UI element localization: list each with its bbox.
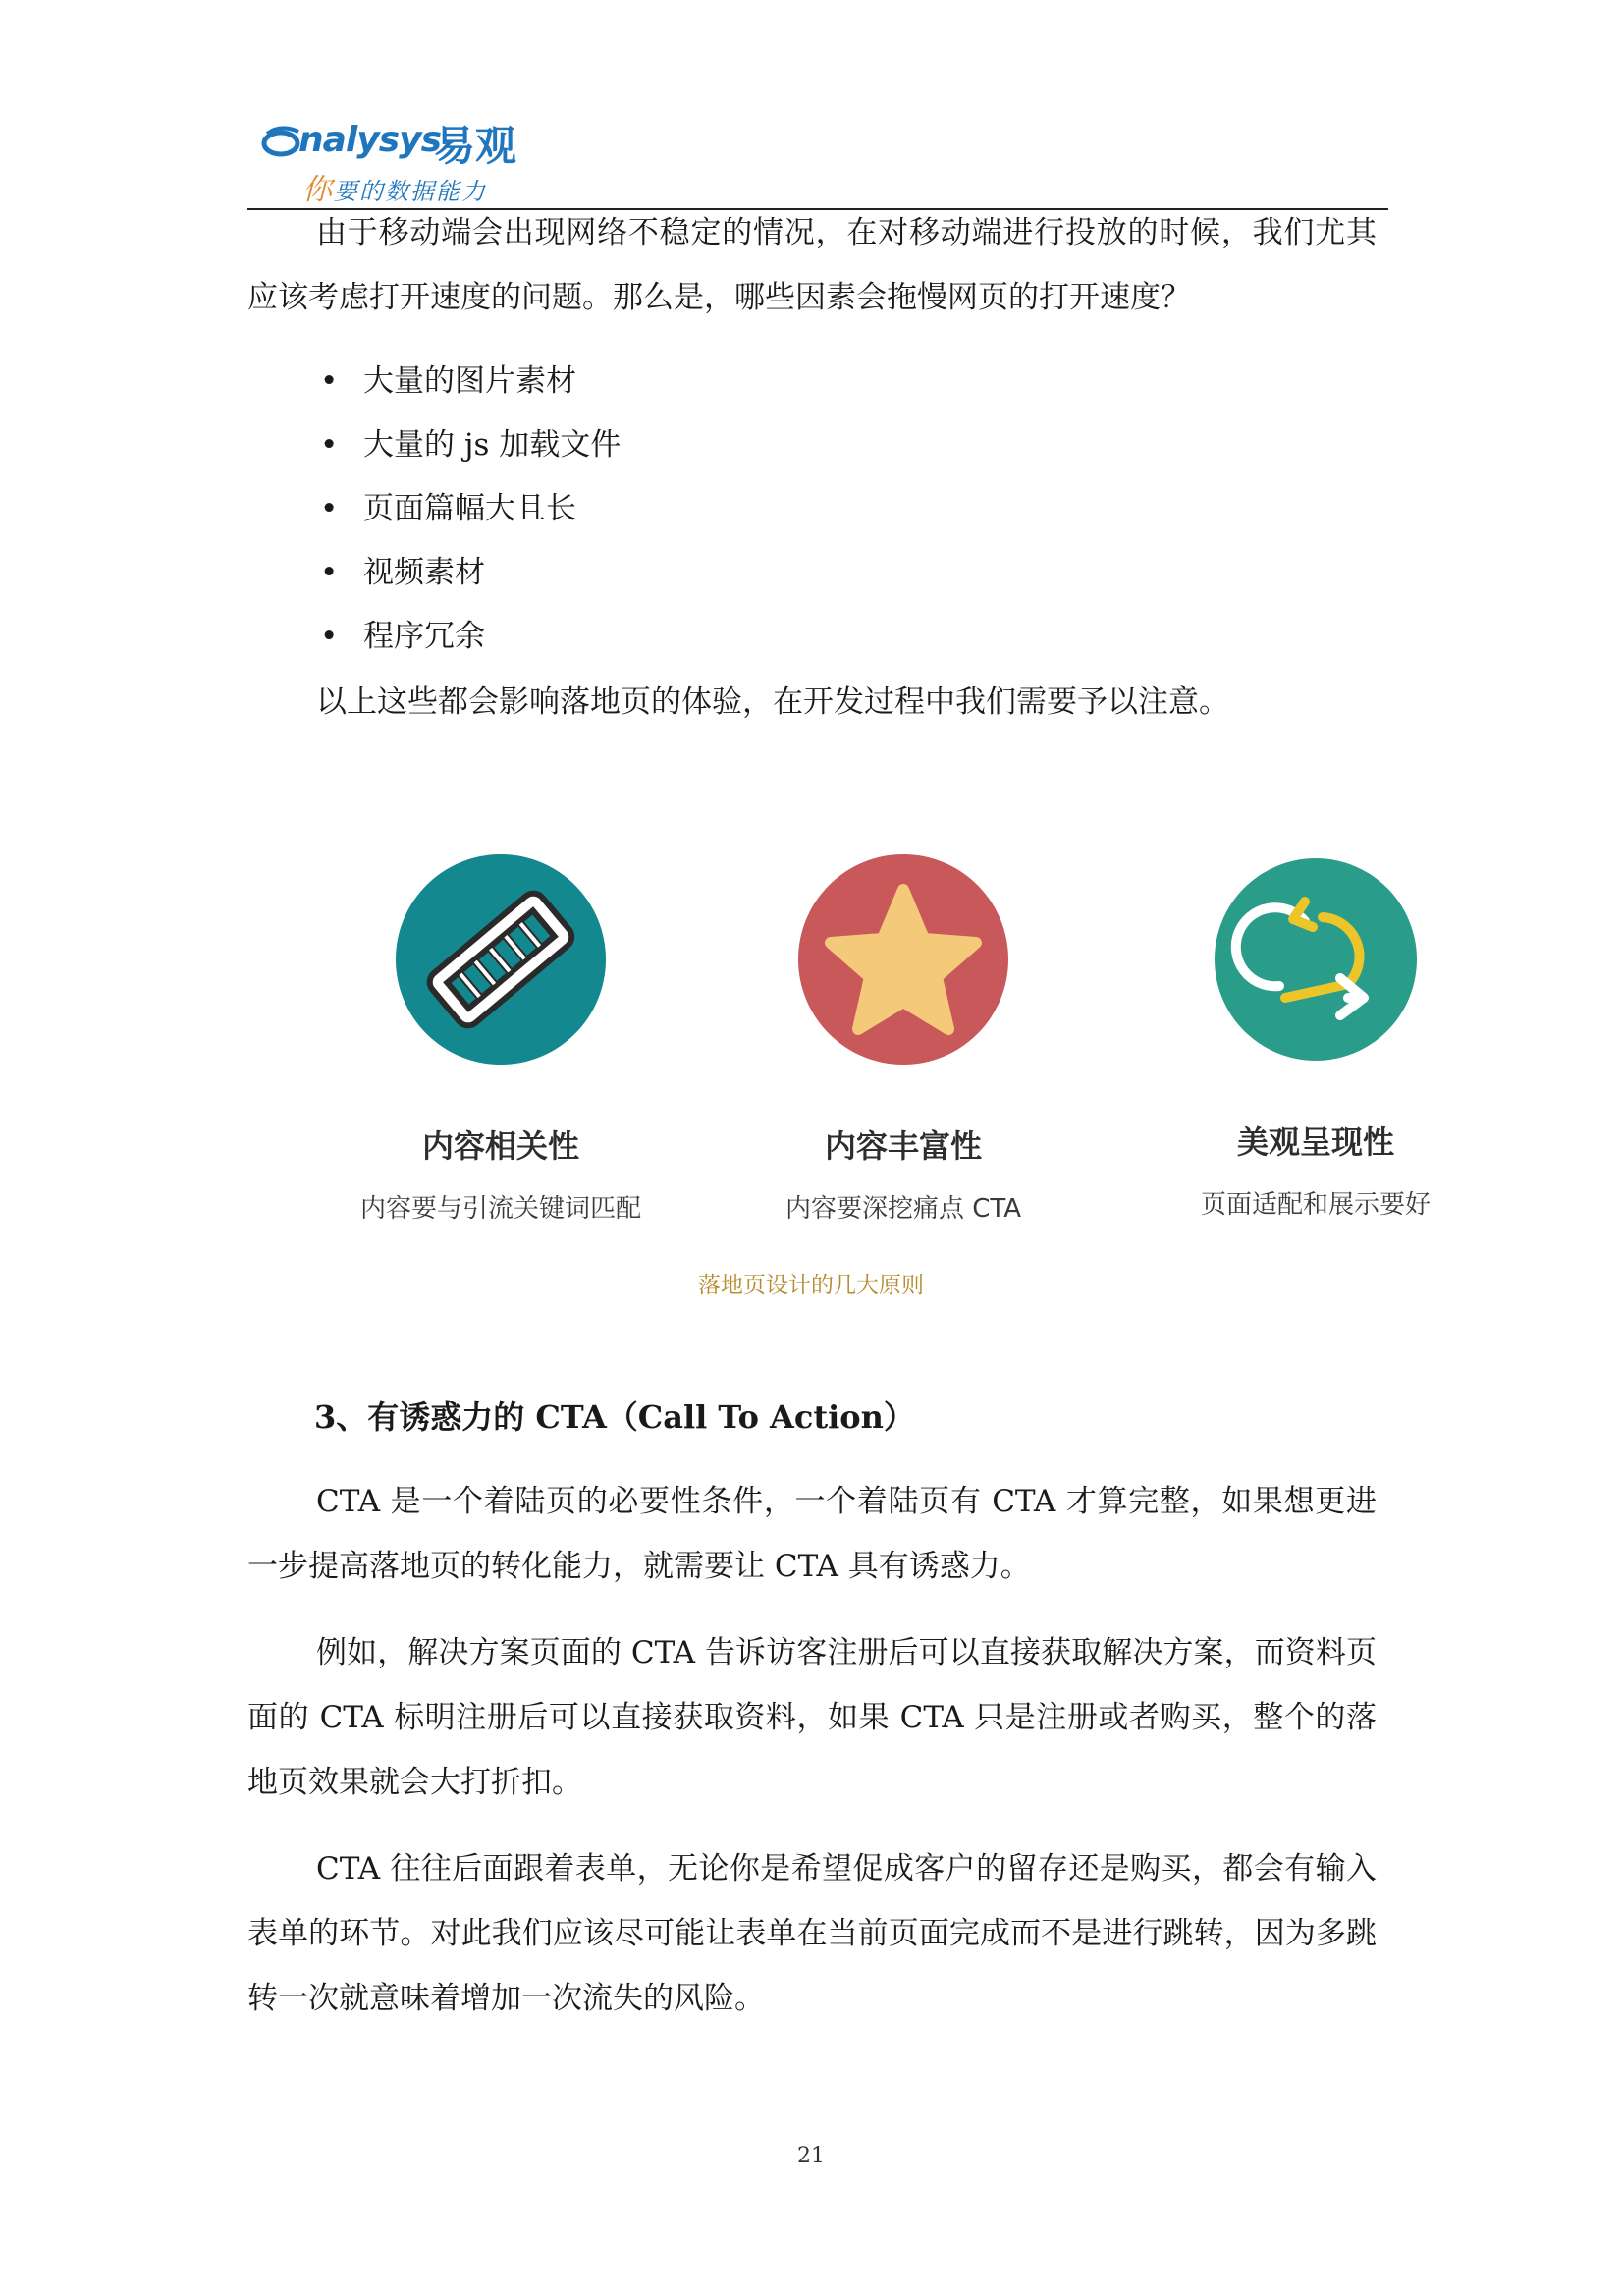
slogan-first-char: 你 xyxy=(302,173,334,207)
intro-paragraph: 由于移动端会出现网络不稳定的情况，在对移动端进行投放的时候，我们尤其应该考虑打开速度的问题。那么是，哪些因素会拖慢网页的打开速度？ xyxy=(247,215,1377,315)
principle-title: 美观呈现性 xyxy=(1236,1123,1394,1161)
bullet-marker: • xyxy=(320,491,339,526)
principle-subtitle: 内容要深挖痛点 CTA xyxy=(784,1194,1022,1224)
bullet-marker: • xyxy=(320,555,339,590)
body-paragraph: CTA 是一个着陆页的必要性条件，一个着陆页有 CTA 才算完整，如果想更进一步提高落地页的转化能力，就需要让 CTA 具有诱惑力。 xyxy=(247,1484,1377,1584)
after-bullets-paragraph: 以上这些都会影响落地页的体验，在开发过程中我们需要予以注意。 xyxy=(316,684,1229,720)
principle-card xyxy=(314,854,687,1225)
slogan-rest: 要的数据能力 xyxy=(334,178,487,205)
list-item xyxy=(316,541,621,605)
logo-text-cn: 易观 xyxy=(434,122,517,170)
body-paragraph: 例如，解决方案页面的 CTA 告诉访客注册后可以直接获取解决方案，而资料页面的 CTA 标明注册后可以直接获取资料，如果 CTA 只是注册或者购买，整个的落地页效果就会大打折扣。 xyxy=(247,1635,1377,1800)
bullet-list xyxy=(316,350,621,669)
bullet-text: 大量的图片素材 xyxy=(363,363,576,399)
bullet-marker: • xyxy=(320,427,339,463)
ladder-icon xyxy=(396,854,606,1065)
bullet-text: 页面篇幅大且长 xyxy=(363,491,576,526)
principle-circle xyxy=(798,854,1008,1065)
list-item xyxy=(316,477,621,541)
star-icon xyxy=(798,854,1008,1065)
principle-card xyxy=(1129,854,1502,1221)
bullet-marker: • xyxy=(320,363,339,399)
list-item xyxy=(316,413,621,477)
list-item xyxy=(316,350,621,413)
principle-subtitle: 页面适配和展示要好 xyxy=(1200,1190,1431,1220)
bullet-marker: • xyxy=(320,619,339,654)
principle-card xyxy=(717,854,1090,1225)
list-item xyxy=(316,605,621,669)
section-heading: 3、有诱惑力的 CTA（Call To Action） xyxy=(314,1398,915,1436)
principle-circle xyxy=(396,854,606,1065)
bullet-text: 视频素材 xyxy=(363,555,485,590)
bullet-text: 大量的 js 加载文件 xyxy=(363,427,622,463)
principle-circle xyxy=(1215,858,1417,1061)
bullet-text: 程序冗余 xyxy=(363,619,485,654)
page-header xyxy=(247,114,1388,212)
principle-subtitle: 内容要与引流关键词匹配 xyxy=(359,1194,641,1224)
page-number: 21 xyxy=(797,2144,825,2168)
body-paragraph: CTA 往往后面跟着表单，无论你是希望促成客户的留存还是购买，都会有输入表单的环节。对此我们应该尽可能让表单在当前页面完成而不是进行跳转，因为多跳转一次就意味着增加一次流失的风险。 xyxy=(247,1851,1377,2016)
logo-text-en: nalysys xyxy=(298,120,442,160)
principles-figure xyxy=(255,854,1431,1247)
cycle-arrow-icon xyxy=(1215,858,1417,1061)
figure-caption: 落地页设计的几大原则 xyxy=(698,1273,924,1298)
principle-title: 内容丰富性 xyxy=(824,1127,982,1165)
principle-title: 内容相关性 xyxy=(421,1127,579,1165)
